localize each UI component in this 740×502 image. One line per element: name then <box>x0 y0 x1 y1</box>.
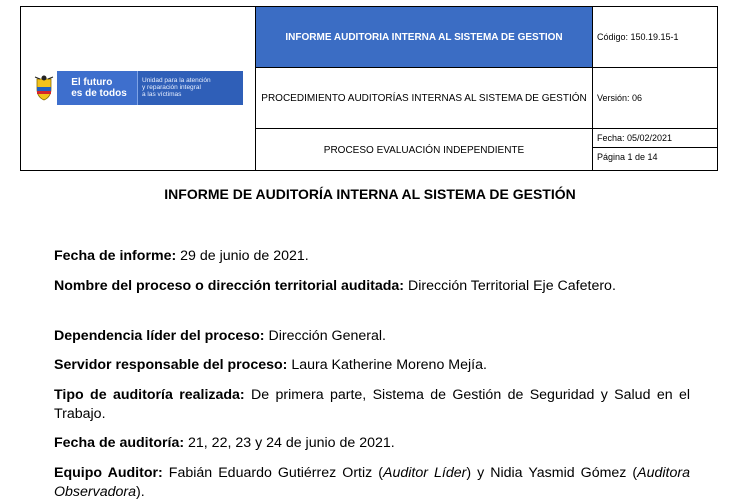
field-tipo-auditoria <box>54 386 690 424</box>
date-page-cell <box>593 129 718 171</box>
document-title: INFORME DE AUDITORÍA INTERNA AL SISTEMA DE GESTIÓN <box>164 186 576 202</box>
field-value: 21, 22, 23 y 24 de junio de 2021. <box>184 435 395 451</box>
field-fecha-auditoria <box>54 434 690 453</box>
field-label: Fecha de informe: <box>54 248 177 264</box>
field-label: Tipo de auditoría realizada: <box>54 387 245 403</box>
document-version: Versión: 06 <box>593 68 718 129</box>
field-label: Nombre del proceso o dirección territorial auditada: <box>54 278 405 294</box>
field-text: ) y Nidia Yasmid Gómez ( <box>466 465 638 481</box>
report-title-cell: INFORME AUDITORIA INTERNA AL SISTEMA DE GESTION <box>256 7 593 68</box>
field-nombre-proceso <box>54 277 690 296</box>
field-text: Fabián Eduardo Gutiérrez Ortiz ( <box>162 465 383 481</box>
auditor-role: Auditora Observadora <box>54 465 690 500</box>
logo-unit-name: Unidad para la atención y reparación integral a las víctimas <box>137 71 243 105</box>
logo-slogan: El futuro es de todos <box>57 71 137 105</box>
institution-logo <box>31 71 243 105</box>
logo-cell <box>21 7 256 171</box>
document-header-table <box>20 6 718 171</box>
field-value: Dirección Territorial Eje Cafetero. <box>404 278 616 294</box>
document-code: Código: 150.19.15-1 <box>593 7 718 68</box>
field-servidor <box>54 356 690 375</box>
field-label: Servidor responsable del proceso: <box>54 357 288 373</box>
process-name: PROCESO EVALUACIÓN INDEPENDIENTE <box>256 129 593 171</box>
document-date: Fecha: 05/02/2021 <box>597 133 673 143</box>
field-dependencia <box>54 327 690 346</box>
auditor-role: Auditor Líder <box>383 465 467 481</box>
field-value: Dirección General. <box>264 328 386 344</box>
field-fecha-informe <box>54 247 690 266</box>
field-text: ). <box>136 484 145 500</box>
field-label: Dependencia líder del proceso: <box>54 328 265 344</box>
field-value: De primera parte, Sistema de Gestión de Seguridad y Salud en el Trabajo. <box>54 387 690 422</box>
field-label: Equipo Auditor: <box>54 465 163 481</box>
field-value: Laura Katherine Moreno Mejía. <box>287 357 487 373</box>
field-label: Fecha de auditoría: <box>54 435 185 451</box>
colombia-coat-of-arms-icon <box>31 71 57 105</box>
procedure-name: PROCEDIMIENTO AUDITORÍAS INTERNAS AL SISTEMA DE GESTIÓN <box>256 68 593 129</box>
field-equipo-auditor <box>54 464 690 502</box>
page-number: Página 1 de 14 <box>593 147 717 165</box>
field-value: 29 de junio de 2021. <box>176 248 309 264</box>
